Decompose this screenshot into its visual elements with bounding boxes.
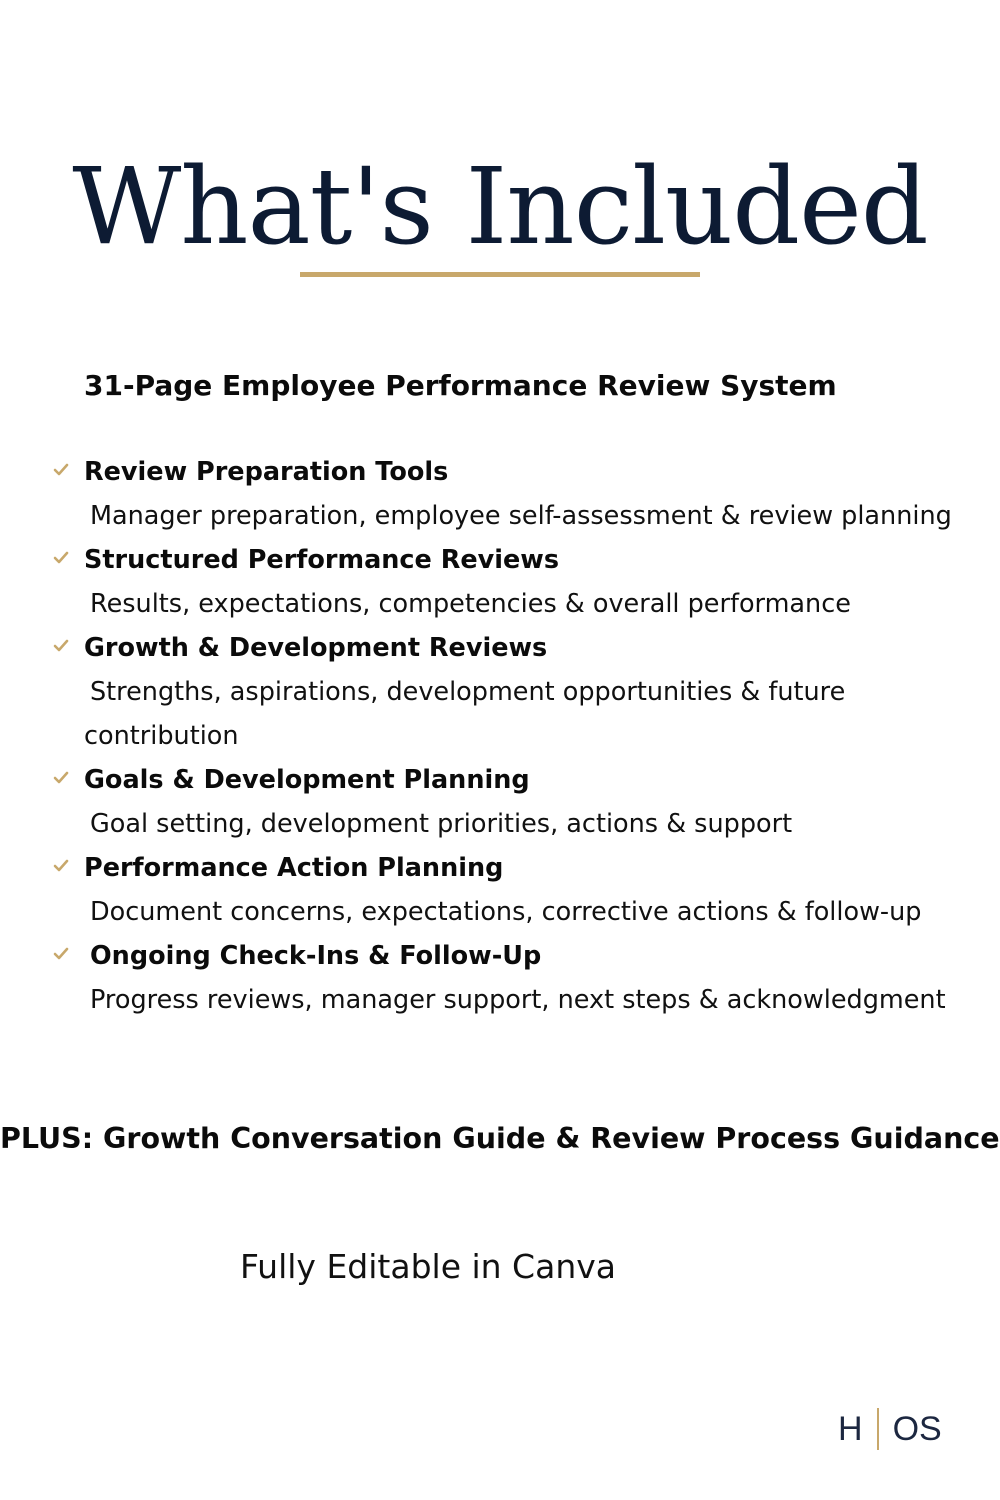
item-description: Strengths, aspirations, development opportunities & future contribution — [84, 677, 846, 751]
item-description: Results, expectations, competencies & overall performance — [90, 589, 851, 619]
item-description: Document concerns, expectations, corrective actions & follow-up — [90, 897, 922, 927]
check-icon — [53, 550, 69, 564]
plus-bonus-text: PLUS: Growth Conversation Guide & Review Process Guidance — [0, 1122, 1000, 1155]
brand-logo-left: H — [838, 1409, 863, 1448]
list-item — [0, 934, 1000, 1022]
included-list — [0, 450, 1000, 1022]
editable-note: Fully Editable in Canva — [240, 1247, 616, 1286]
check-icon — [53, 946, 69, 960]
brand-logo — [838, 1406, 942, 1452]
item-title: Growth & Development Reviews — [84, 633, 548, 663]
page-title: What's Included — [72, 145, 928, 268]
brand-divider — [877, 1408, 879, 1450]
item-title: Goals & Development Planning — [84, 765, 530, 795]
item-title: Ongoing Check-Ins & Follow-Up — [90, 941, 542, 971]
item-title: Structured Performance Reviews — [84, 545, 560, 575]
brand-logo-right: OS — [892, 1409, 942, 1448]
list-item — [0, 538, 1000, 626]
item-description: Manager preparation, employee self-assessment & review planning — [90, 501, 952, 531]
item-description: Goal setting, development priorities, actions & support — [90, 809, 793, 839]
item-description: Progress reviews, manager support, next steps & acknowledgment — [90, 985, 946, 1015]
list-item — [0, 450, 1000, 538]
product-subtitle: 31-Page Employee Performance Review System — [84, 369, 837, 402]
check-icon — [53, 638, 69, 652]
check-icon — [53, 858, 69, 872]
title-underline — [300, 272, 700, 277]
item-title: Review Preparation Tools — [84, 457, 449, 487]
check-icon — [53, 770, 69, 784]
list-item — [0, 626, 1000, 758]
list-item — [0, 758, 1000, 846]
list-item — [0, 846, 1000, 934]
check-icon — [53, 462, 69, 476]
item-title: Performance Action Planning — [84, 853, 504, 883]
